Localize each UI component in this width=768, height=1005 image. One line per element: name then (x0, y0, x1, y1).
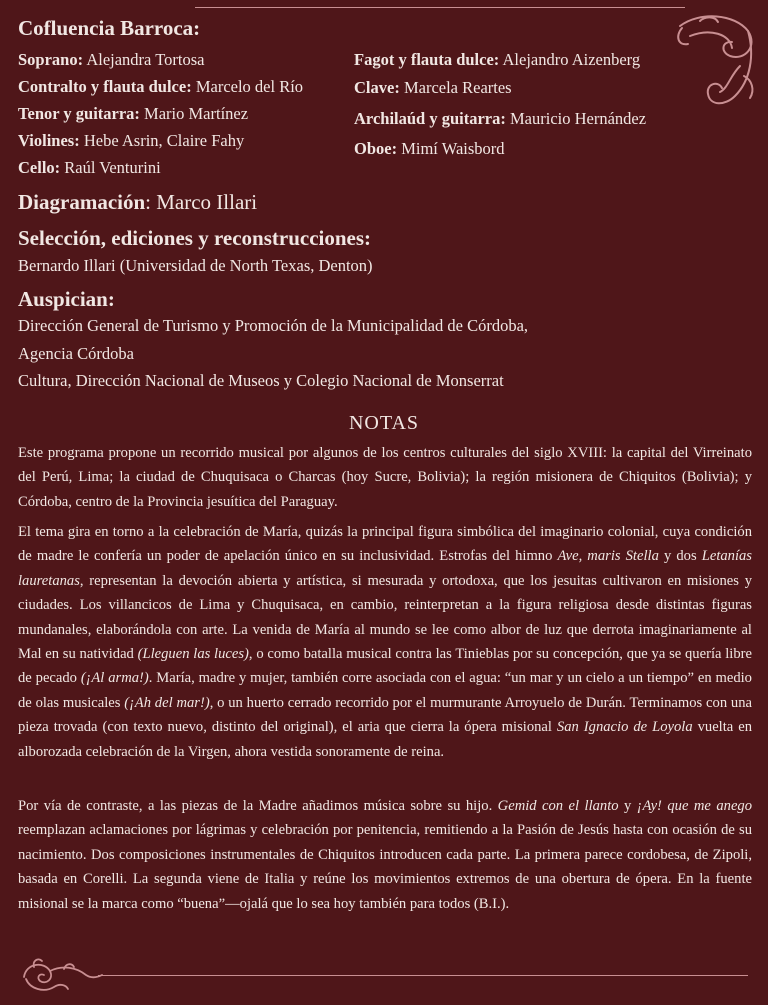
seleccion-value: Bernardo Illari (Universidad de North Texas, Denton) (18, 256, 373, 275)
auspician-line-3: Cultura, Dirección Nacional de Museos y Colegio Nacional de Monserrat (18, 371, 504, 390)
notas-paragraph-2: El tema gira en torno a la celebración de María, quizás la principal figura simbólica del imaginario colonial, cuya condición de madre le confería un poder de apelación único en su inclusividad. Estrofas del himno Ave, maris Stella y dos Letanías lauretanas, representan la devoción abierta y artística, si mesurada y ortodoxa, que los jesuitas cultivaron en misiones y ciudades. Los villancicos de Lima y Chuquisaca, en cambio, reinterpretan a la figura religiosa desde distintas figuras mundanales, elaborándola con arte. La venida de María al mundo se lee como albor de luz que derrota imaginariamente al Mal en su natividad (Lleguen las luces), o como batalla musical contra las Tinieblas por su concepción, que ya se quería libre de pecado (¡Al arma!). María, madre y mujer, también corre asociada con el agua: “un mar y un cielo a un tiempo” en medio de olas musicales (¡Ah del mar!), o un huerto cerrado recorrido por el murmurante Arroyuelo de Durán. Terminamos con una pieza trovada (con texto nuevo, distinto del original), el aria que cierra la ópera misional San Ignacio de Loyola vuelta en alborozada celebración de la Virgen, ahora vestida sonoramente de reina. (18, 524, 752, 760)
credit-tenor: Tenor y guitarra: Mario Martínez (18, 104, 249, 123)
auspician-title: Auspician: (18, 287, 115, 311)
top-divider (195, 7, 685, 8)
credit-contralto: Contralto y flauta dulce: Marcelo del Río (18, 77, 304, 96)
credit-oboe: Oboe: Mimí Waisbord (354, 139, 505, 158)
seleccion-title: Selección, ediciones y reconstrucciones: (18, 226, 372, 250)
credit-fagot: Fagot y flauta dulce: Alejandro Aizenberg (354, 50, 641, 69)
credit-violines: Violines: Hebe Asrin, Claire Fahy (18, 131, 245, 150)
notas-paragraph-1: Este programa propone un recorrido musical por algunos de los centros culturales del siglo XVIII: la capital del Virreinato del Perú, Lima; la ciudad de Chuquisaca o Charcas (hoy Sucre, Bolivia); la región misionera de Chiquitos (Bolivia); y Córdoba, centro de la Provincia jesuítica del Paraguay. (18, 445, 752, 510)
bottom-divider (98, 975, 748, 976)
credit-clave: Clave: Marcela Reartes (354, 78, 512, 97)
auspician-line-2: Agencia Córdoba (18, 344, 134, 363)
credit-cello: Cello: Raúl Venturini (18, 158, 161, 177)
notas-heading: NOTAS (348, 412, 420, 434)
diagramacion-heading: Diagramación: Marco Illari (18, 190, 258, 214)
flourish-ornament-icon (14, 955, 104, 997)
cofluencia-title: Cofluencia Barroca: (18, 16, 201, 40)
auspician-line-1: Dirección General de Turismo y Promoción de la Municipalidad de Córdoba, (18, 316, 529, 335)
notas-paragraph-3: Por vía de contraste, a las piezas de la Madre añadimos música sobre su hijo. Gemid con el llanto y ¡Ay! que me anego reemplazan aclamaciones por lágrimas y celebración por penitencia, remitiendo a la Pasión de Jesús hasta con ocasión de su nacimiento. Dos composiciones instrumentales de Chiquitos introducen cada parte. La primera parece cordobesa, de Zipoli, basada en Corelli. La segunda viene de Italia y reúne los movimientos extremos de una obertura de ópera. En la fuente misional se la marca como “buena”—ojalá que lo sea hoy también para todos (B.I.). (18, 798, 753, 912)
credit-archilaud: Archilaúd y guitarra: Mauricio Hernández (354, 109, 647, 128)
flourish-ornament-icon (660, 6, 760, 116)
credit-soprano: Soprano: Alejandra Tortosa (18, 50, 205, 69)
